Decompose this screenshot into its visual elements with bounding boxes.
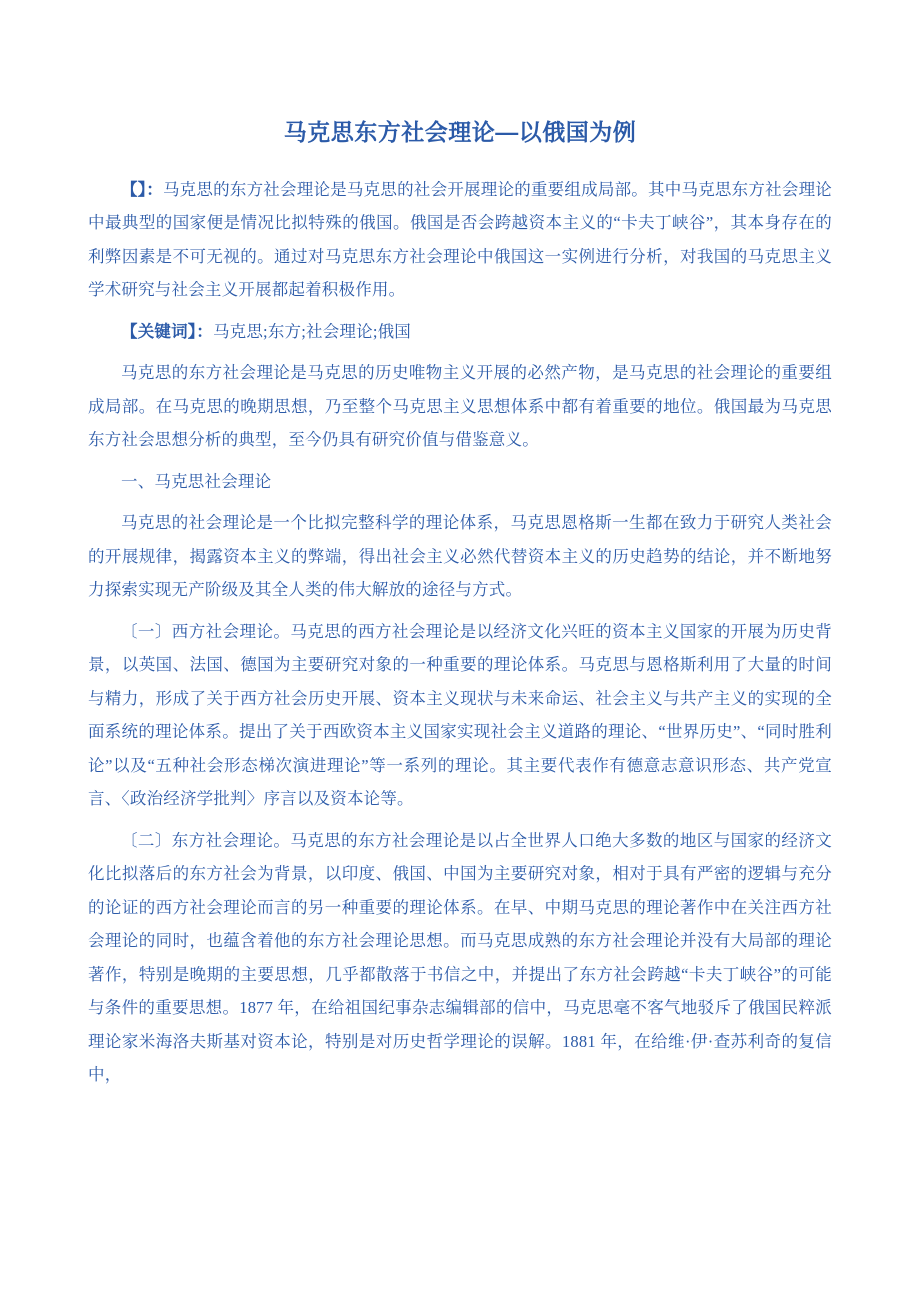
body-paragraph-1: 马克思的社会理论是一个比拟完整科学的理论体系，马克思恩格斯一生都在致力于研究人类社会的开展规律，揭露资本主义的弊端，得出社会主义必然代替资本主义的历史趋势的结论，并不断地努力探索实现无产阶级及其全人类的伟大解放的途径与方式。	[88, 513, 832, 600]
abstract-text: 马克思的东方社会理论是马克思的社会开展理论的重要组成局部。其中马克思东方社会理论中最典型的国家便是情况比拟特殊的俄国。俄国是否会跨越资本主义的“卡夫丁峡谷”，其本身存在的利弊因素是不可无视的。通过对马克思东方社会理论中俄国这一实例进行分析，对我国的马克思主义学术研究与社会主义开展都起着积极作用。	[88, 180, 832, 300]
section-heading-1: 一、马克思社会理论	[121, 471, 272, 491]
body-paragraph-2: 〔一〕西方社会理论。马克思的西方社会理论是以经济文化兴旺的资本主义国家的开展为历史背景，以英国、法国、德国为主要研究对象的一种重要的理论体系。马克思与恩格斯利用了大量的时间与精力，形成了关于西方社会历史开展、资本主义现状与未来命运、社会主义与共产主义的实现的全面系统的理论体系。提出了关于西欧资本主义国家实现社会主义道路的理论、“世界历史”、“同时胜利论”以及“五种社会形态梯次演进理论”等一系列的理论。其主要代表作有德意志意识形态、共产党宣言、〈政治经济学批判〉序言以及资本论等。	[88, 621, 832, 809]
abstract-paragraph	[88, 173, 832, 307]
keywords-text: 马克思;东方;社会理论;俄国	[212, 321, 412, 341]
body-paragraph-3: 〔二〕东方社会理论。马克思的东方社会理论是以占全世界人口绝大多数的地区与国家的经济文化比拟落后的东方社会为背景，以印度、俄国、中国为主要研究对象，相对于具有严密的逻辑与充分的论证的西方社会理论而言的另一种重要的理论体系。在早、中期马克思的理论著作中在关注西方社会理论的同时，也蕴含着他的东方社会理论思想。而马克思成熟的东方社会理论并没有大局部的理论著作，特别是晚期的主要思想，几乎都散落于书信之中，并提出了东方社会跨越“卡夫丁峡谷”的可能与条件的重要思想。1877 年，在给祖国纪事杂志编辑部的信中，马克思毫不客气地驳斥了俄国民粹派理论家米海洛夫斯基对资本论，特别是对历史哲学理论的误解。1881 年，在给维·伊·查苏利奇的复信中，	[88, 830, 832, 1085]
keywords-label: 【关键词】：	[121, 321, 213, 341]
abstract-label: 【】：	[121, 180, 163, 199]
page-title: 马克思东方社会理论—以俄国为例	[283, 119, 637, 145]
intro-paragraph: 马克思的东方社会理论是马克思的历史唯物主义开展的必然产物，是马克思的社会理论的重要组成局部。在马克思的晚期思想，乃至整个马克思主义思想体系中都有着重要的地位。俄国最为马克思东方社会思想分析的典型，至今仍具有研究价值与借鉴意义。	[88, 363, 832, 450]
keywords-paragraph	[88, 315, 832, 348]
